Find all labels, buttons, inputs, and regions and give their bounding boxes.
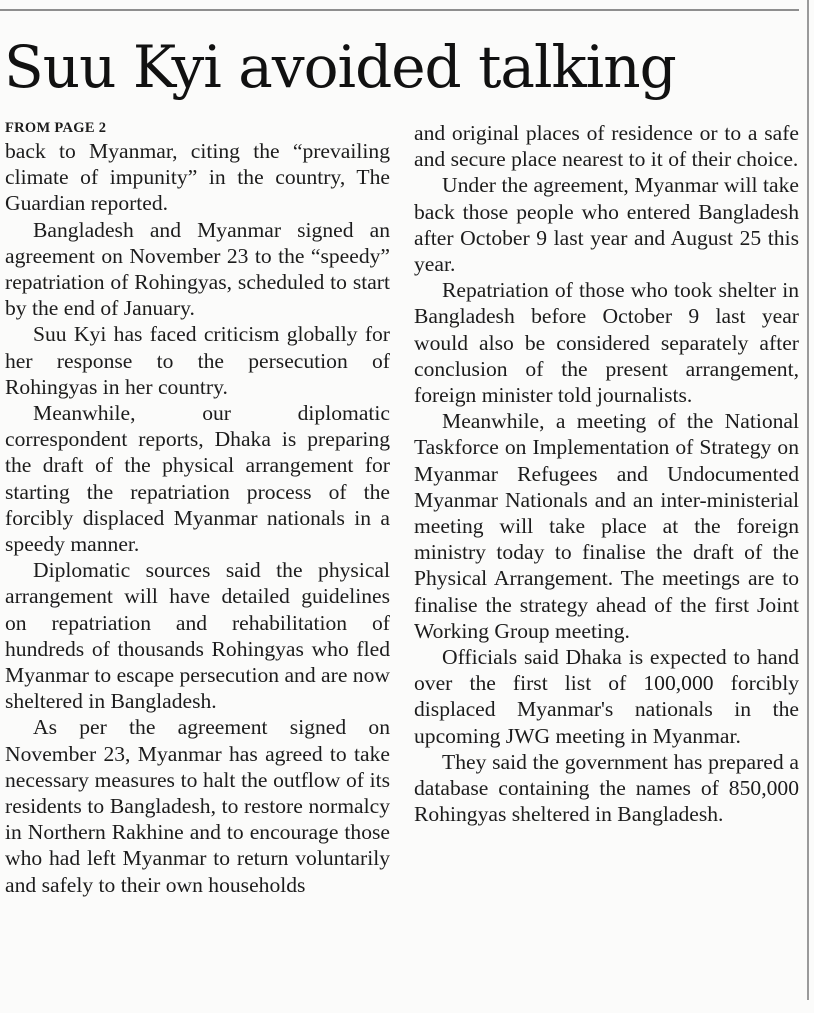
paragraph: Diplomatic sources said the physical arrangement will have detailed guidelines on repatriation and rehabilitation of hundreds of thousands Rohingyas who fled Myanmar to escape persecution and are now sheltered in Bangladesh. [5, 558, 390, 714]
paragraph: back to Myanmar, citing the “prevailing climate of impunity” in the country, The Guardian reported. [5, 139, 390, 216]
paragraph: Officials said Dhaka is expected to hand over the first list of 100,000 forcibly displaced Myanmar's nationals in the upcoming JWG meeting in Myanmar. [414, 645, 799, 748]
paragraph: Suu Kyi has faced criticism globally for her response to the persecution of Rohingyas in her country. [5, 322, 390, 399]
headline: Suu Kyi avoided talking [4, 33, 676, 101]
article-column-left [5, 118, 390, 898]
paragraph: Under the agreement, Myanmar will take back those people who entered Bangladesh after October 9 last year and August 25 this year. [414, 173, 799, 277]
paragraph: Bangladesh and Myanmar signed an agreement on November 23 to the “speedy” repatriation of Rohingyas, scheduled to start by the end of January. [5, 217, 390, 321]
paragraph: They said the government has prepared a database containing the names of 850,000 Rohingyas sheltered in Bangladesh. [414, 749, 799, 827]
article-column-right [414, 118, 799, 827]
top-rule [0, 9, 799, 11]
dateline: FROM PAGE 2 [5, 120, 107, 136]
paragraph: As per the agreement signed on November 23, Myanmar has agreed to take necessary measures to halt the outflow of its residents to Bangladesh, to restore normalcy in Northern Rakhine and to encourage those who had left Myanmar to return voluntarily and safely to their own households [5, 715, 390, 897]
paragraph: Meanwhile, a meeting of the National Taskforce on Implementation of Strategy on Myanmar Refugees and Undocumented Myanmar Nationals and an inter-ministerial meeting will take place at the foreign ministry today to finalise the draft of the Physical Arrangement. The meetings are to finalise the strategy ahead of the first Joint Working Group meeting. [414, 409, 799, 643]
paragraph: Repatriation of those who took shelter in Bangladesh before October 9 last year would also be considered separately after conclusion of the present arrangement, foreign minister told journalists. [414, 278, 799, 408]
column-rule [807, 0, 809, 1000]
paragraph: and original places of residence or to a safe and secure place nearest to it of their choice. [414, 121, 799, 172]
paragraph: Meanwhile, our diplomatic correspondent reports, Dhaka is preparing the draft of the physical arrangement for starting the repatriation process of the forcibly displaced Myanmar nationals in a speedy manner. [5, 401, 390, 557]
